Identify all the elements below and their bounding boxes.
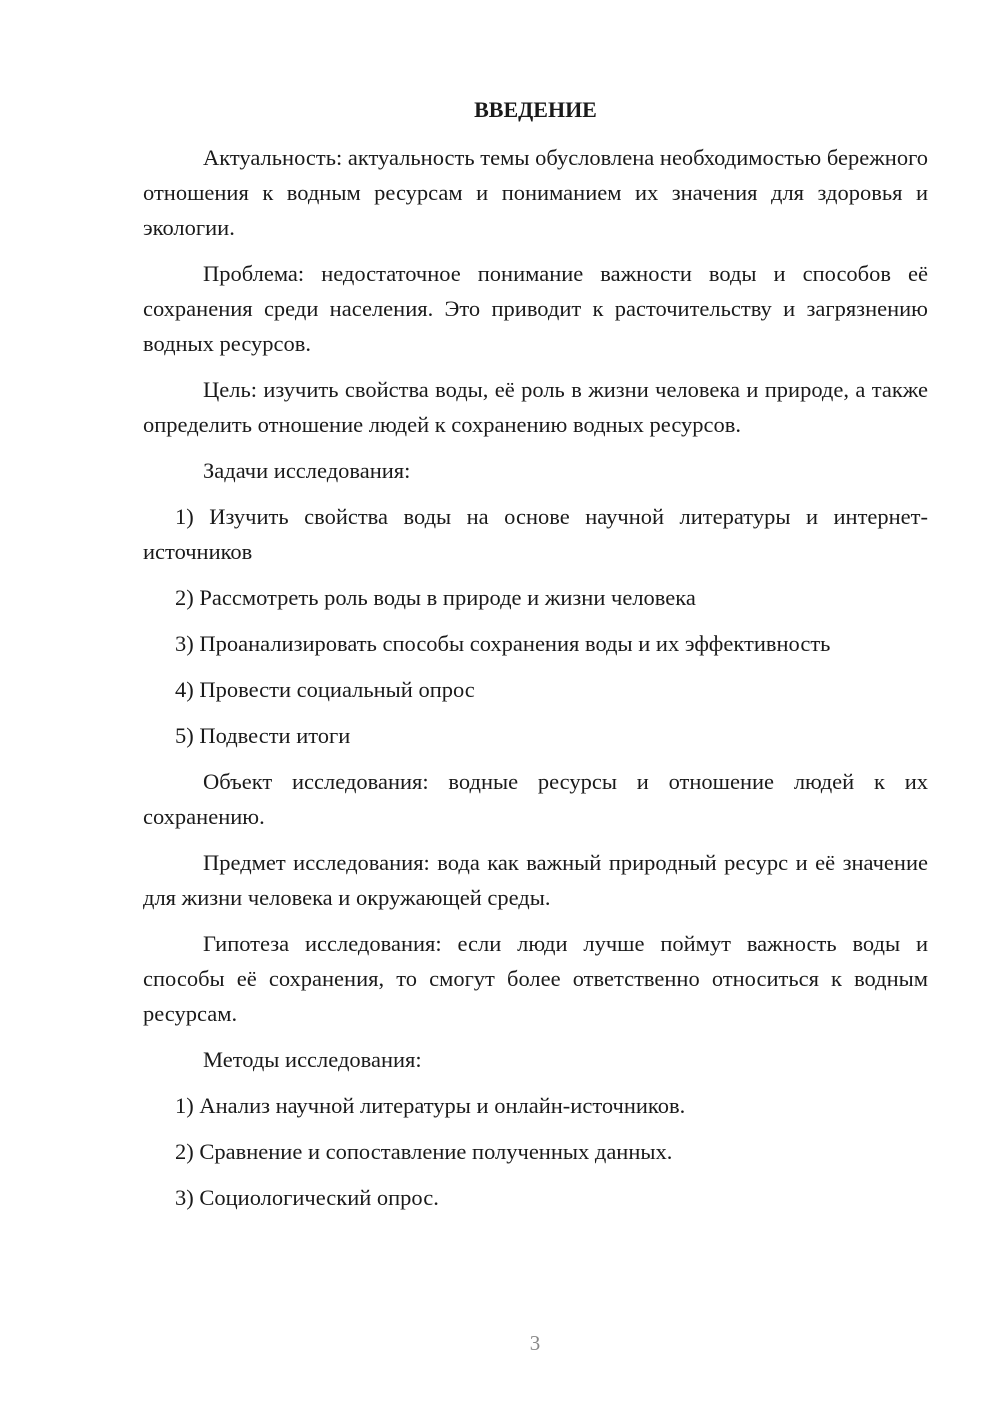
page-number: 3 [529,1331,541,1355]
methods-title: Методы исследования: [203,1047,422,1072]
method-item-1: 1) Анализ научной литературы и онлайн-источников. [175,1093,686,1118]
tasks-title: Задачи исследования: [203,458,411,483]
task-item-5: 5) Подвести итоги [175,723,351,748]
problem-paragraph: Проблема: недостаточное понимание важности воды и способов её сохранения среди населения. Это приводит к расточительству и загрязнению водных ресурсов. [143,261,928,356]
task-item-3: 3) Проанализировать способы сохранения воды и их эффективность [175,631,831,656]
hypothesis-paragraph: Гипотеза исследования: если люди лучше поймут важность воды и способы её сохранения, то смогут более ответственно относиться к водным ресурсам. [143,931,928,1026]
method-item-3: 3) Социологический опрос. [175,1185,439,1210]
task-item-2: 2) Рассмотреть роль воды в природе и жизни человека [175,585,696,610]
subject-paragraph: Предмет исследования: вода как важный природный ресурс и её значение для жизни человека и окружающей среды. [143,850,928,910]
task-item-4: 4) Провести социальный опрос [175,677,475,702]
object-paragraph: Объект исследования: водные ресурсы и отношение людей к их сохранению. [143,769,928,829]
relevance-paragraph: Актуальность: актуальность темы обусловлена необходимостью бережного отношения к водным ресурсам и пониманием их значения для здоровья и экологии. [143,145,928,240]
goal-paragraph: Цель: изучить свойства воды, её роль в жизни человека и природе, а также определить отношение людей к сохранению водных ресурсов. [143,377,928,437]
page-content [143,92,928,1226]
section-heading: ВВЕДЕНИЕ [474,97,597,122]
task-item-1: 1) Изучить свойства воды на основе научной литературы и интернет-источников [143,504,928,564]
method-item-2: 2) Сравнение и сопоставление полученных данных. [175,1139,673,1164]
